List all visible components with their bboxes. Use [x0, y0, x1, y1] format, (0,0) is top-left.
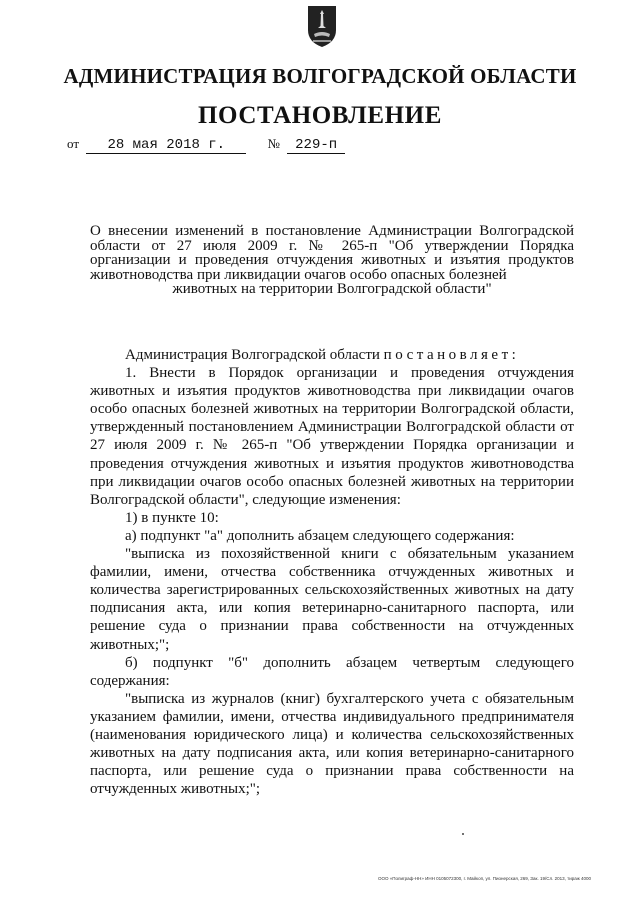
subject-text: О внесении изменений в постановление Администрации Волгоградской области от 27 июля 2009 г. № 265-п "Об утверждении Порядка организации и проведения отчуждения животных и изъятия продуктов животноводства при ликвидации очагов особо опасных болезней [90, 223, 574, 283]
document-subject [90, 224, 574, 297]
intro-paragraph [90, 346, 574, 364]
intro-prefix: Администрация Волгоградской области [125, 347, 380, 363]
document-body [90, 346, 574, 798]
document-number: 229-п [287, 137, 345, 154]
printer-footer: ООО «Полиграф-НН» ИНН 0105072300, г. Майкоп, ул. Пионерская, 269, Зак. 19/Сл. 2013, тираж 4000 [378, 876, 591, 881]
subpoint-a-paragraph: а) подпункт "а" дополнить абзацем следующего содержания: [125, 527, 515, 544]
date-from-label: от [67, 136, 80, 151]
scan-speck [462, 833, 464, 835]
document-date: 28 мая 2018 г. [86, 137, 246, 154]
document-type-title: ПОСТАНОВЛЕНИЕ [197, 102, 443, 129]
quote-a-paragraph: "выписка из похозяйственной книги с обязательным указанием фамилии, имени, отчества собственника отчужденных животных и количества зарегистрированных сельскохозяйственных животных на дату подписания акта, или копия ветеринарно-санитарного паспорта, или решение суда о признании права собственности на отчужденных животных;"; [90, 546, 574, 653]
subpoint-b-paragraph: б) подпункт "б" дополнить абзацем четвертым следующего содержания: [90, 654, 574, 689]
document-dateline [67, 136, 345, 154]
intro-verb: постановляет: [383, 347, 520, 363]
organization-title: АДМИНИСТРАЦИЯ ВОЛГОГРАДСКОЙ ОБЛАСТИ [63, 64, 577, 88]
quote-b-paragraph: "выписка из журналов (книг) бухгалтерского учета с обязательным указанием фамилии, имени, отчества индивидуального предпринимателя (наименования юридического лица) и количества сельскохозяйственных животных на дату подписания акта, или копия ветеринарно-санитарного паспорта, или решение суда о признании права собственности на отчужденных животных;"; [90, 690, 574, 798]
item-1-paragraph: 1. Внести в Порядок организации и проведения отчуждения животных и изъятия продуктов животноводства при ликвидации очагов особо опасных болезней животных на территории Волгоградской области, утвержденный постановлением Администрации Волгоградской области от 27 июля 2009 г. № 265-п "Об утверждении Порядка организации и проведения отчуждения животных и изъятия продуктов животноводства при ликвидации очагов особо опасных болезней животных на территории Волгоградской области", следующие изменения: [90, 365, 574, 508]
coat-of-arms-emblem [305, 4, 339, 48]
subject-text-last-line: животных на территории Волгоградской области" [172, 281, 492, 297]
point-10-paragraph: 1) в пункте 10: [125, 509, 219, 526]
number-label: № [267, 136, 280, 151]
